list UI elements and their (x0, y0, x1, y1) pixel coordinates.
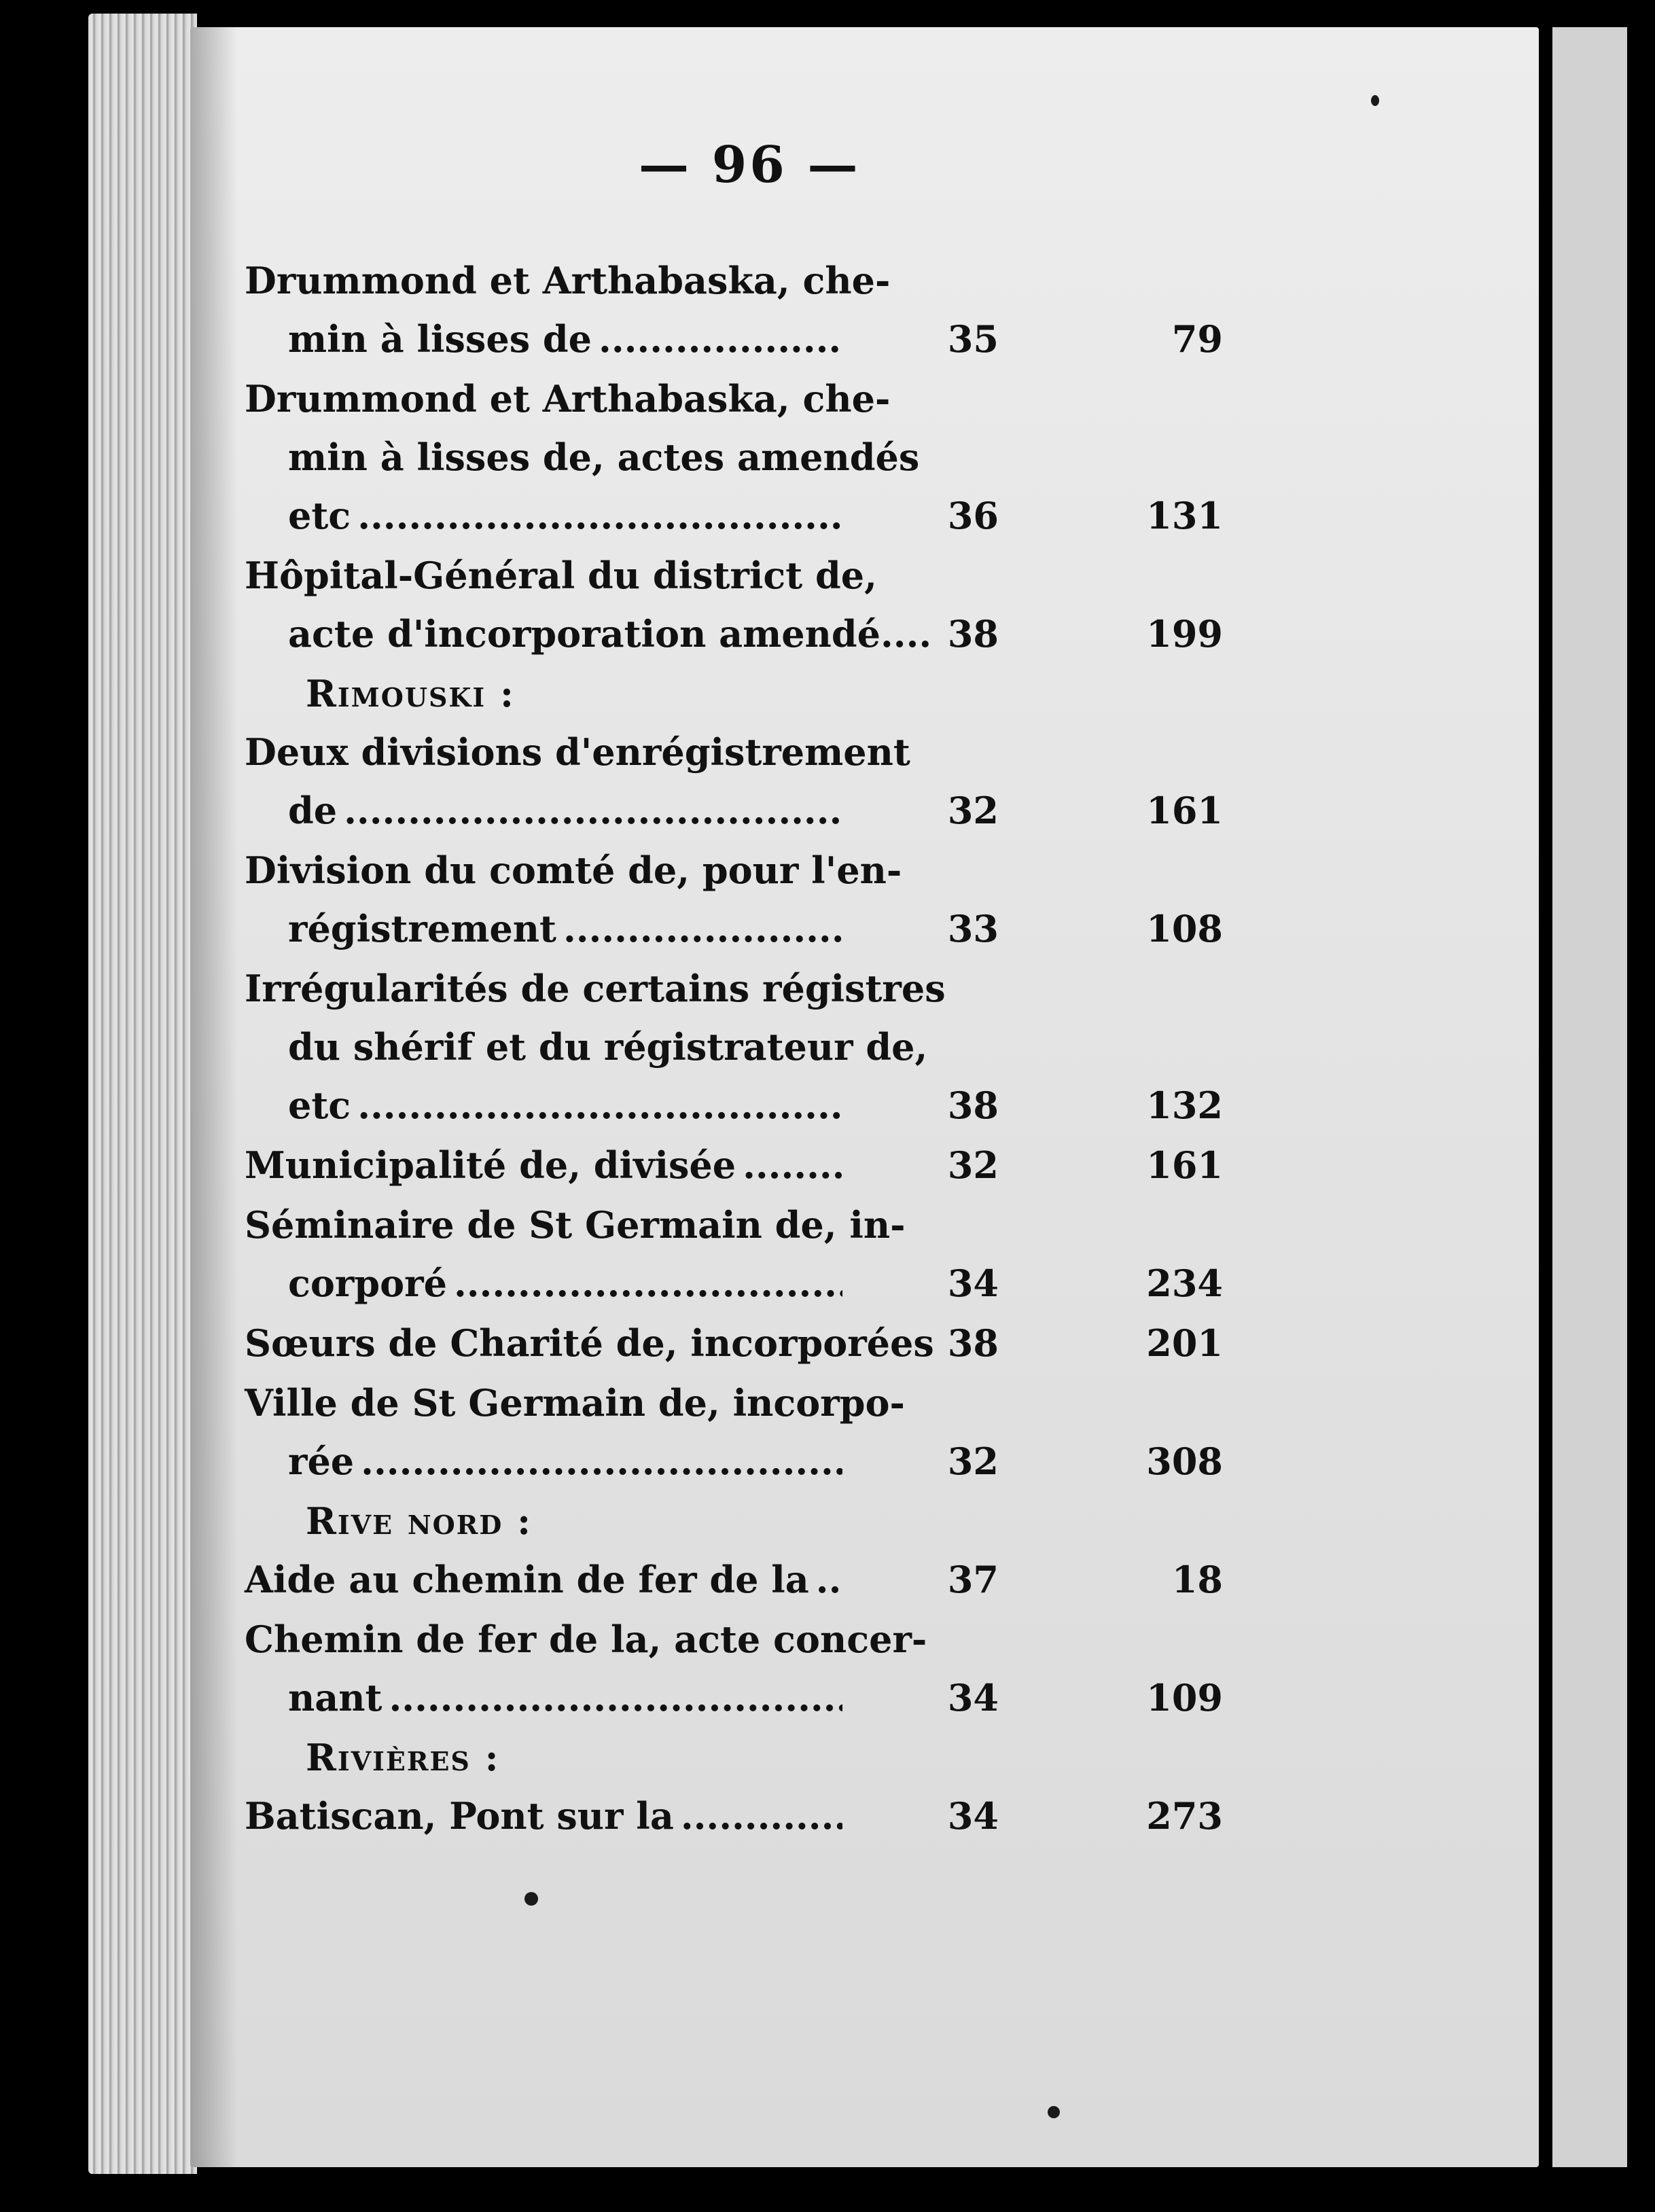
entry-line (245, 899, 842, 958)
page-reference: 108 (1146, 907, 1223, 950)
dot-leader (361, 1432, 842, 1491)
entry-line-text: Chemin de fer de la, acte concer- (245, 1618, 927, 1661)
entry-text (245, 1314, 934, 1372)
index-entry (245, 1196, 1440, 1313)
index-entry (245, 1550, 1440, 1609)
dot-leader (563, 899, 842, 958)
index-entry (245, 1787, 1440, 1845)
volume-number: 32 (947, 1143, 999, 1187)
entry-line (245, 1196, 906, 1254)
entry-line-text: Drummond et Arthabaska, che- (245, 377, 891, 421)
gutter-shadow (190, 27, 238, 2167)
entry-line-text: min à lisses de (288, 317, 592, 361)
entry-line-text: Hôpital-Général du district de, (245, 554, 877, 597)
dot-leader (599, 310, 842, 368)
volume-number: 34 (947, 1262, 999, 1305)
entry-text (245, 370, 920, 545)
index-entry (245, 370, 1440, 545)
entry-line (245, 841, 902, 899)
entry-text (245, 546, 932, 663)
index-entry (245, 723, 1440, 840)
page-reference: 308 (1146, 1440, 1223, 1483)
entry-line (245, 251, 891, 310)
entry-line-text: régistrement (288, 907, 556, 950)
entry-text (245, 1196, 906, 1313)
page-reference: 132 (1146, 1084, 1223, 1127)
book-page-edges (88, 14, 197, 2174)
ink-speck (1048, 2106, 1060, 2118)
entry-line (245, 1136, 842, 1194)
index-entry (245, 251, 1440, 368)
page-number: — 96 — (639, 136, 861, 194)
ink-speck (1371, 95, 1379, 106)
entry-line (245, 1254, 842, 1313)
entry-text (245, 1550, 842, 1609)
volume-number: 38 (947, 1321, 999, 1365)
entry-line (245, 959, 946, 1018)
entry-line-text: de (288, 789, 338, 832)
entry-line-text: Division du comté de, pour l'en- (245, 849, 902, 892)
entry-text (245, 841, 902, 958)
ink-speck (524, 1892, 538, 1906)
index-entry (245, 1314, 1440, 1372)
entry-line (245, 546, 877, 605)
volume-number: 34 (947, 1794, 999, 1838)
dot-leader (681, 1787, 842, 1845)
section-heading: Rimouski : (306, 672, 515, 715)
entry-line (245, 1432, 842, 1491)
page-reference: 161 (1146, 1143, 1223, 1187)
index-entry (245, 1374, 1440, 1491)
volume-number: 33 (947, 907, 999, 950)
facing-page-edge (1552, 27, 1627, 2167)
entry-line-text: Batiscan, Pont sur la (245, 1794, 674, 1838)
entry-line (245, 1610, 927, 1669)
volume-number: 38 (947, 1084, 999, 1127)
volume-number: 37 (947, 1558, 999, 1601)
index-entry (245, 1610, 1440, 1727)
entry-line-text: acte d'incorporation amendé.... (288, 612, 932, 656)
entry-line (245, 1669, 842, 1727)
page-reference: 79 (1171, 317, 1223, 361)
page-reference: 18 (1171, 1558, 1223, 1601)
entry-line (245, 1374, 905, 1432)
entry-line-text: du shérif et du régistrateur de, (288, 1025, 928, 1069)
index-entry (245, 841, 1440, 958)
entry-line (245, 486, 842, 545)
entry-line-text: corporé (288, 1262, 447, 1305)
entry-line-text: Drummond et Arthabaska, che- (245, 259, 891, 302)
entry-line-text: Sœurs de Charité de, incorporées (245, 1321, 934, 1365)
entry-line-text: Deux divisions d'enrégistrement (245, 730, 910, 774)
entry-line-text: rée (288, 1440, 355, 1483)
entry-text (245, 959, 946, 1135)
entry-line (245, 781, 842, 840)
page-reference: 201 (1146, 1321, 1223, 1365)
entry-text (245, 1787, 842, 1845)
entry-text (245, 251, 891, 368)
page-reference: 131 (1146, 494, 1223, 537)
volume-number: 32 (947, 789, 999, 832)
entry-line (245, 1314, 934, 1372)
index-entry (245, 1136, 1440, 1194)
entry-text (245, 1136, 842, 1194)
dot-leader (344, 781, 842, 840)
index-entry (245, 959, 1440, 1135)
entry-line-text: nant (288, 1676, 382, 1719)
page-reference: 199 (1146, 612, 1223, 656)
entry-line-text: etc (288, 494, 351, 537)
entry-line-text: min à lisses de, actes amendés (288, 435, 920, 479)
volume-number: 36 (947, 494, 999, 537)
dot-leader (357, 1076, 842, 1135)
volume-number: 35 (947, 317, 999, 361)
dot-leader (357, 486, 842, 545)
entry-text (245, 1610, 927, 1727)
page-reference: 109 (1146, 1676, 1223, 1719)
page-reference: 161 (1146, 789, 1223, 832)
entry-line (245, 1076, 842, 1135)
entry-line (245, 723, 910, 781)
entry-line (245, 370, 891, 428)
index-entry (245, 546, 1440, 663)
entry-line-text: Municipalité de, divisée (245, 1143, 736, 1187)
page-reference: 273 (1146, 1794, 1223, 1838)
section-heading: Rivières : (306, 1736, 500, 1779)
entry-line-text: Aide au chemin de fer de la (245, 1558, 809, 1601)
entry-line-text: etc (288, 1084, 351, 1127)
entry-line (245, 1550, 842, 1609)
volume-number: 34 (947, 1676, 999, 1719)
volume-number: 38 (947, 612, 999, 656)
section-heading: Rive nord : (306, 1499, 533, 1543)
entry-line-text: Irrégularités de certains régistres (245, 967, 946, 1010)
entry-line-text: Ville de St Germain de, incorpo- (245, 1381, 905, 1425)
dot-leader (743, 1136, 842, 1194)
volume-number: 32 (947, 1440, 999, 1483)
index-list (245, 251, 1440, 1847)
entry-line (245, 1018, 928, 1076)
entry-line (245, 310, 842, 368)
dot-leader (389, 1669, 842, 1727)
dot-leader (816, 1550, 842, 1609)
entry-text (245, 723, 910, 840)
entry-text (245, 1374, 905, 1491)
entry-line-text: Séminaire de St Germain de, in- (245, 1203, 906, 1247)
entry-line (245, 605, 932, 663)
entry-line (245, 1787, 842, 1845)
dot-leader (454, 1254, 842, 1313)
entry-line (245, 428, 920, 486)
page-reference: 234 (1146, 1262, 1223, 1305)
